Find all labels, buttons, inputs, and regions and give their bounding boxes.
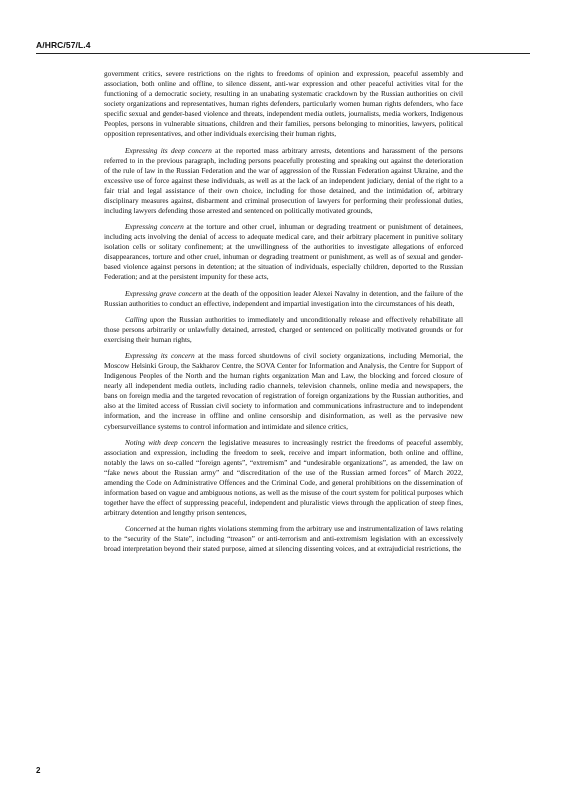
paragraph-lead: Calling upon [125,314,165,324]
paragraph-text: the legislative measures to increasingly restrict the freedoms of peaceful assembly, association and expression, including the freedom to seek, receive and impart information, both online and offline, notably the laws on so-called “foreign agents”, “extremism” and “undesirable organizations”, as amended, the law on “fake news about the Russian army” and “discreditation of the use of the Russian armed forces” of March 2022, amending the Code on Administrative Offences and the Criminal Code, and general prohibitions on the dissemination of information based on vague and ambiguous notions, as well as the misuse of the court system for political purposes which together have the effect of suppressing peaceful, independent and pluralistic views through the application of steep fines, arbitrary detention and lengthy prison sentences, [104,437,464,518]
paragraph-7 [104,438,463,519]
paragraph-text: at the reported mass arbitrary arrests, detentions and harassment of the persons referred to in the previous paragraph, including persons peacefully protesting and speaking out against the deterioration of the rule of law in the Russian Federation and the war of aggression of the Russian Federation against Ukraine, and the excessive use of force against these individuals, as well as at the lack of an independent judiciary, denial of the right to a fair trial and legal assistance of their own choice, including for those detained, and the intimidation of, arbitrary disciplinary measures against, disbarment and criminal prosecution of lawyers for performing their professional duties, including lawyers defending those arrested and sentenced on politically motivated grounds, [104,145,463,216]
paragraph-5 [104,315,463,345]
document-symbol: A/HRC/57/L.4 [36,40,91,50]
paragraph-lead: Concerned [125,524,158,534]
document-body [104,69,463,560]
paragraph-text: government critics, severe restrictions on the rights to freedoms of opinion and expression, peaceful assembly and association, both online and offline, to silence dissent, anti-war expression and other peaceful activities vital for the functioning of a democratic society, resulting in an unabating systematic crackdown by the Russian authorities on civil society organizations and representatives, human rights defenders, particularly women human rights defenders, who face specific sexual and gender-based violence and threats, independent media outlets, journalists, media workers, Indigenous Peoples, persons in vulnerable situations, children and their families, persons belonging to minorities, lawyers, political opposition representatives, and other individuals exercising their human rights, [104,69,463,139]
page-number: 2 [36,766,41,775]
paragraph-lead: Expressing grave concern [125,288,202,298]
paragraph-6 [104,351,463,432]
paragraph-text: at the death of the opposition leader Alexei Navalny in detention, and the failure of the Russian authorities to conduct an effective, independent and impartial investigation into the circumstances of his death, [104,288,463,308]
paragraph-lead: Noting with deep concern [125,437,205,447]
paragraph-1 [104,69,463,140]
paragraph-4 [104,289,463,309]
paragraph-text: at the torture and other cruel, inhuman or degrading treatment or punishment of detainees, including acts involving the denial of access to adequate medical care, and their arbitrary placement in punitive solitary isolation cells or solitary confinement; at the unwillingness of the authorities to investigate allegations of enforced disappearances, torture and other cruel, inhuman or degrading treatment or punishment, as well as of sexual and gender-based violence against persons in detention; at the situation of individuals, especially children, deported to the Russian Federation; and at the persistent impunity for these acts, [104,222,463,282]
paragraph-text: the Russian authorities to immediately and unconditionally release and effectively rehabilitate all those persons arbitrarily or unlawfully detained, arrested, charged or sentenced on politically motivated grounds or for exercising their human rights, [104,314,463,344]
header-rule [36,53,530,54]
paragraph-text: at the human rights violations stemming from the arbitrary use and instrumentalization of laws relating to the “security of the State”, including “treason” or anti-terrorism and anti-extremism legislation with an excessively broad interpretation beyond their stated purpose, aimed at silencing dissenting voices, and at extrajudicial restrictions, the [104,524,463,554]
paragraph-8 [104,524,463,554]
paragraph-text: at the mass forced shutdowns of civil society organizations, including Memorial, the Moscow Helsinki Group, the Sakharov Centre, the SOVA Center for Information and Analysis, the Centre for Support of Indigenous Peoples of the North and the human rights organization Man and Law, the blocking and forced closure of nearly all independent media outlets, including radio channels, television channels, online media and newspapers, the bans on foreign media and the targeted revocation of registration of foreign organizations by the Russian authorities, and also at the limited access of Russian civil society to information and communications infrastructure and to independent information, and the increase in offline and online censorship and disinformation, as well as the pervasive new cybersurveillance systems to control information and intimidate and silence critics, [104,350,464,431]
paragraph-lead: Expressing its concern [125,350,195,360]
paragraph-lead: Expressing its deep concern [125,145,212,155]
paragraph-2 [104,146,463,217]
paragraph-lead: Expressing concern [125,222,184,232]
paragraph-3 [104,222,463,282]
